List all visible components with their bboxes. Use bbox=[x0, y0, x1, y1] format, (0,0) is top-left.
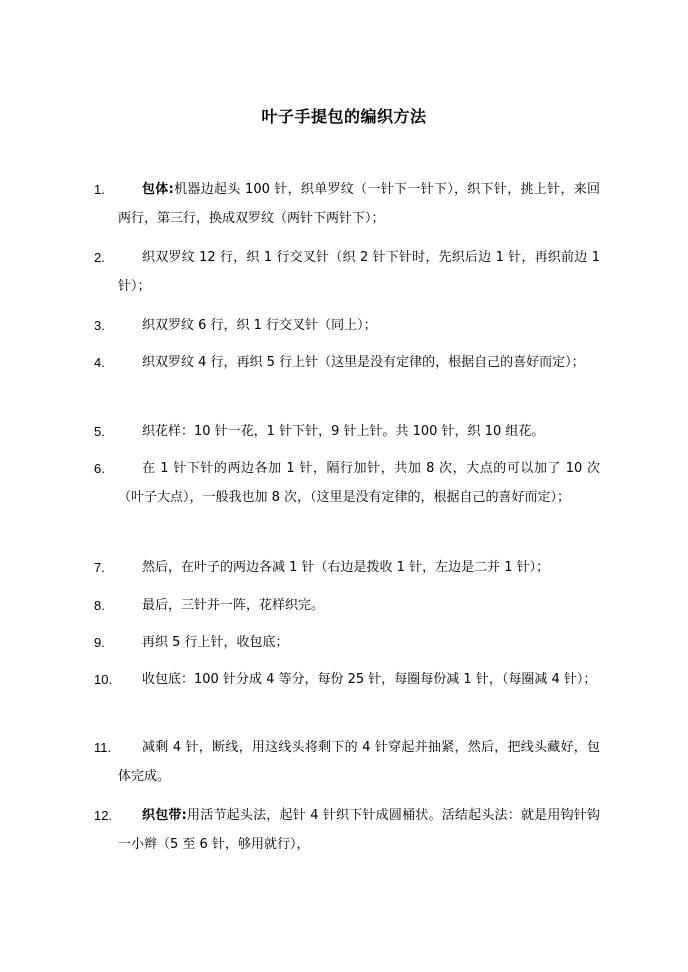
item-content: 在 1 针下针的两边各加 1 针，隔行加针，共加 8 次，大点的可以加了 10 次（叶子大点），一般我也加 8 次，（这里是没有定律的，根据自己的喜好而定）； bbox=[118, 461, 600, 505]
item-number: 4. bbox=[94, 355, 105, 370]
item-text bbox=[118, 348, 600, 377]
item-heading: 织包带: bbox=[142, 808, 187, 823]
item-text bbox=[118, 454, 600, 512]
item-number: 8. bbox=[94, 598, 105, 613]
item-content: 然后，在叶子的两边各减 1 针（右边是拨收 1 针，左边是二并 1 针）； bbox=[142, 560, 550, 575]
item-number: 12. bbox=[94, 808, 113, 823]
item-text bbox=[118, 665, 600, 694]
item-text bbox=[118, 553, 600, 582]
item-content: 减剩 4 针，断线，用这线头将剩下的 4 针穿起并抽紧，然后，把线头藏好，包体完成。 bbox=[118, 740, 600, 784]
item-content: 织双罗纹 6 行，织 1 行交叉针（同上）； bbox=[142, 318, 377, 333]
item-number: 5. bbox=[94, 424, 105, 439]
item-text bbox=[118, 417, 600, 446]
item-number: 3. bbox=[94, 318, 105, 333]
item-content: 最后，三针并一阵，花样织完。 bbox=[142, 598, 325, 613]
item-number: 2. bbox=[94, 250, 105, 265]
item-number: 1. bbox=[94, 182, 105, 197]
item-number: 11. bbox=[94, 740, 112, 755]
item-content: 机器边起头 100 针，织单罗纹（一针下一针下），织下针，挑上针，来回两行，第三行，换成双罗纹（两针下两针下）； bbox=[118, 182, 601, 226]
item-content: 织双罗纹 4 行，再织 5 行上针（这里是没有定律的，根据自己的喜好而定）； bbox=[142, 355, 585, 370]
item-text bbox=[118, 733, 600, 791]
item-text bbox=[118, 628, 600, 657]
document-title: 叶子手提包的编织方法 bbox=[261, 107, 427, 126]
item-text bbox=[118, 175, 600, 233]
item-text bbox=[118, 311, 600, 340]
item-number: 6. bbox=[94, 461, 105, 476]
item-content: 收包底：100 针分成 4 等分，每份 25 针，每圈每份减 1 针，（每圈减 4 针）； bbox=[142, 672, 597, 687]
item-number: 7. bbox=[94, 560, 105, 575]
item-number: 9. bbox=[94, 635, 105, 650]
item-content: 织花样：10 针一花，1 针下针，9 针上针。共 100 针，织 10 组花。 bbox=[142, 424, 545, 439]
item-heading: 包体: bbox=[142, 182, 174, 197]
item-content: 用活节起头法，起针 4 针织下针成圆桶状。活结起头法：就是用钩针钩一小辫（5 至 6 针，够用就行）， bbox=[118, 808, 600, 852]
item-number: 10. bbox=[94, 672, 113, 687]
item-text bbox=[118, 801, 600, 859]
item-content: 织双罗纹 12 行，织 1 行交叉针（织 2 针下针时，先织后边 1 针，再织前边 1 针）； bbox=[118, 250, 600, 294]
item-text bbox=[118, 591, 600, 620]
item-content: 再织 5 行上针，收包底； bbox=[142, 635, 289, 650]
item-text bbox=[118, 243, 600, 301]
